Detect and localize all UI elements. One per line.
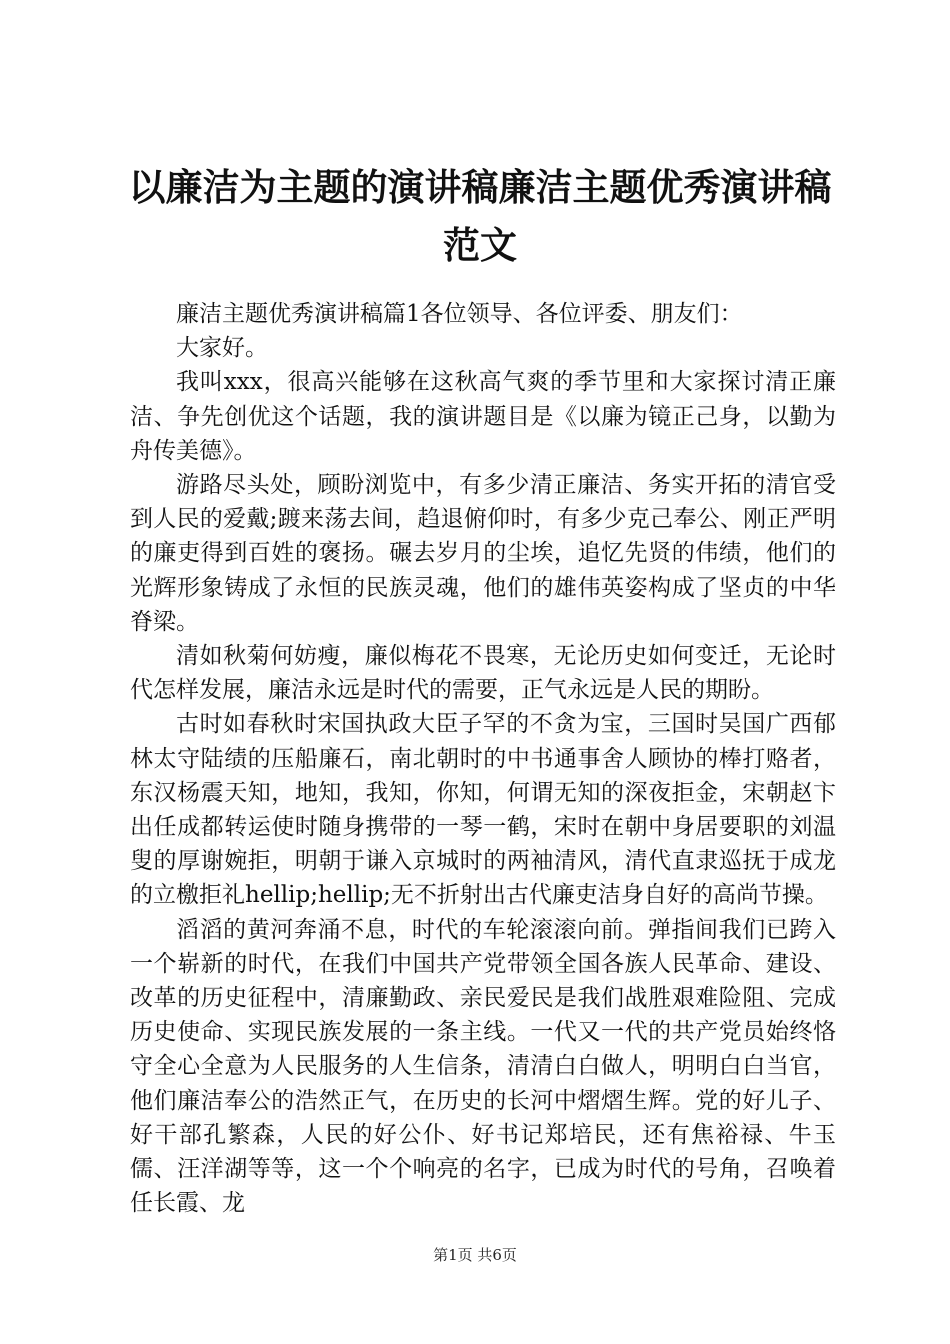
paragraph-introduction: 我叫xxx，很高兴能够在这秋高气爽的季节里和大家探讨清正廉洁、争先创优这个话题，我的演讲题目是《以廉为镜正己身，以勤为舟传美德》。 (130, 369, 836, 464)
paragraph-ancient-examples: 古时如春秋时宋国执政大臣子罕的不贪为宝，三国时吴国广西郁林太守陆绩的压船廉石，南北朝时的中书通事舍人顾协的棒打赂者，东汉杨震天知，地知，我知，你知，何谓无知的深夜拒金，宋朝赵卞出任成都转运使时随身携带的一琴一鹤，宋时在朝中身居要职的刘温叟的厚谢婉拒，明朝于谦入京城时的两袖清风，清代直隶巡抚于成龙的立檄拒礼hellip;hellip;无不折射出古代廉吏洁身自好的高尚节操。 (130, 711, 836, 909)
paragraph-hello: 大家好。 (176, 335, 268, 362)
paragraph-history-praise: 游路尽头处，顾盼浏览中，有多少清正廉洁、务实开拓的清官受到人民的爱戴;踱来荡去间，趋退俯仰时，有多少克己奉公、刚正严明的廉吏得到百姓的褒扬。碾去岁月的尘埃，追忆先贤的伟绩，他们的光辉形象铸成了永恒的民族灵魂，他们的雄伟英姿构成了坚贞的中华脊梁。 (130, 472, 836, 635)
paragraph-greeting: 廉洁主题优秀演讲稿篇1各位领导、各位评委、朋友们： (176, 301, 743, 327)
page-number-footer: 第1页 共6页 (433, 1246, 517, 1264)
paragraph-integrity-need: 清如秋菊何妨瘦，廉似梅花不畏寒，无论历史如何变迁，无论时代怎样发展，廉洁永远是时代的需要，正气永远是人民的期盼。 (130, 643, 836, 704)
document-body (130, 297, 836, 1220)
paragraph-new-era: 滔滔的黄河奔涌不息，时代的车轮滚滚向前。弹指间我们已跨入一个崭新的时代，在我们中国共产党带领全国各族人民革命、建设、改革的历史征程中，清廉勤政、亲民爱民是我们战胜艰难险阻、完成历史使命、实现民族发展的一条主线。一代又一代的共产党员始终恪守全心全意为人民服务的人生信条，清清白白做人，明明白白当官，他们廉洁奉公的浩然正气，在历史的长河中熠熠生辉。党的好儿子、好干部孔繁森，人民的好公仆、好书记郑培民，还有焦裕禄、牛玉儒、汪洋湖等等，这一个个响亮的名字，已成为时代的号角，召唤着任长霞、龙 (130, 916, 836, 1217)
document-title: 以廉洁为主题的演讲稿廉洁主题优秀演讲稿范文 (128, 165, 832, 267)
